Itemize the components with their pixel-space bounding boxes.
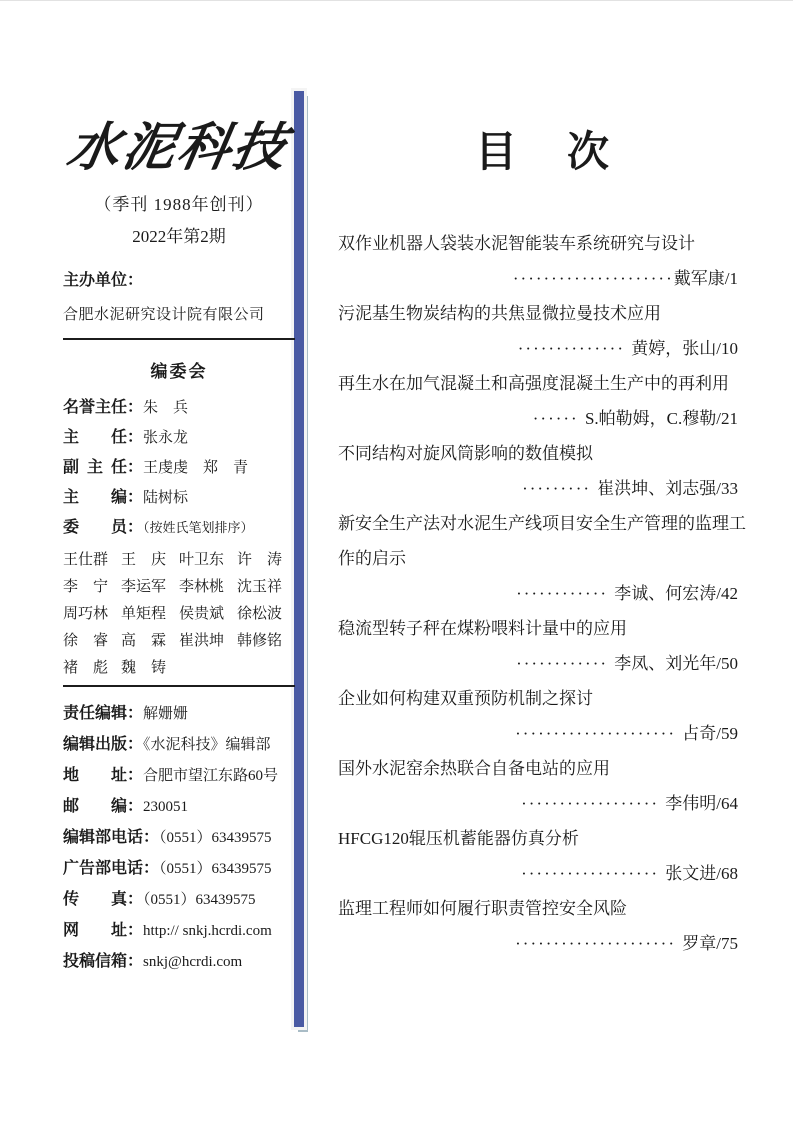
pub-value: 《水泥科技》编辑部 xyxy=(143,737,271,753)
journal-subtitle: （季刊 1988年创刊） xyxy=(94,195,264,214)
pub-row xyxy=(63,946,295,977)
toc-entry xyxy=(338,821,750,891)
toc-article-title: 企业如何构建双重预防机制之探讨 xyxy=(338,689,593,708)
member-name: 徐松波 xyxy=(237,606,283,622)
member-name: 侯贵斌 xyxy=(179,606,225,622)
toc-page-ref: /10 xyxy=(716,339,738,358)
leader-dots: ············ xyxy=(516,654,615,673)
role-value: 张永龙 xyxy=(143,430,189,446)
toc-author-line xyxy=(338,786,750,821)
pub-label: 责任编辑： xyxy=(63,705,144,722)
role-label: 名誉主任： xyxy=(63,399,144,416)
role-label: 委 员： xyxy=(63,519,144,536)
toc-entry xyxy=(338,891,750,961)
role-value: 朱 兵 xyxy=(143,400,189,416)
toc-article-title: 不同结构对旋风筒影响的数值模拟 xyxy=(338,444,593,463)
pub-value: 合肥市望江东路60号 xyxy=(143,768,279,784)
member-name: 徐 睿 xyxy=(63,633,109,649)
role-row xyxy=(63,453,295,483)
toc-page-ref: /50 xyxy=(716,654,738,673)
member-name: 沈玉祥 xyxy=(237,579,283,595)
leader-dots: ······ xyxy=(532,409,585,428)
toc-entry xyxy=(338,611,750,681)
toc-author-line xyxy=(338,331,750,366)
pub-label: 网 址： xyxy=(63,922,144,939)
toc-article-title: 再生水在加气混凝土和高强度混凝土生产中的再利用 xyxy=(338,374,729,393)
pub-value: 230051 xyxy=(143,799,189,815)
member-name: 李运军 xyxy=(121,579,167,595)
toc-author-line xyxy=(338,401,750,436)
toc-page-ref: /68 xyxy=(716,864,738,883)
toc-author-line xyxy=(338,471,750,506)
toc-article-title: HFCG120辊压机蓄能器仿真分析 xyxy=(338,829,579,848)
pub-value: http:// snkj.hcrdi.com xyxy=(143,923,272,939)
toc-authors: 李凤、刘光年 xyxy=(614,654,717,673)
toc-page-ref: /33 xyxy=(716,479,738,498)
pub-label: 邮 编： xyxy=(63,798,144,815)
toc-article-title: 双作业机器人袋装水泥智能装车系统研究与设计 xyxy=(338,234,695,253)
pub-row xyxy=(63,698,295,729)
toc-author-line xyxy=(338,261,750,296)
toc-entry xyxy=(338,506,750,611)
role-row xyxy=(63,423,295,453)
leader-dots: ····················· xyxy=(512,269,674,288)
pub-row xyxy=(63,884,295,915)
pub-label: 地 址： xyxy=(63,767,144,784)
pub-row xyxy=(63,760,295,791)
toc-article-title: 新安全生产法对水泥生产线项目安全生产管理的监理工作的启示 xyxy=(338,514,746,568)
pub-label: 传 真： xyxy=(63,891,144,908)
role-row xyxy=(63,483,295,513)
toc-list xyxy=(338,226,750,961)
toc-page-ref: /21 xyxy=(716,409,738,428)
pub-value: snkj@hcrdi.com xyxy=(143,954,243,970)
pub-value: （0551）63439575 xyxy=(159,830,272,846)
toc-entry xyxy=(338,681,750,751)
member-name: 许 涛 xyxy=(237,552,283,568)
divider-bar xyxy=(294,91,304,1027)
toc-authors: 张文进 xyxy=(665,864,717,883)
toc-author-line xyxy=(338,716,750,751)
toc-authors: 罗章 xyxy=(682,934,717,953)
pub-row xyxy=(63,915,295,946)
toc-article-title: 国外水泥窑余热联合自备电站的应用 xyxy=(338,759,610,778)
toc-entry xyxy=(338,436,750,506)
toc-authors: S.帕勒姆，C.穆勒 xyxy=(584,409,717,428)
member-name: 叶卫东 xyxy=(179,552,225,568)
pub-row xyxy=(63,822,295,853)
toc-authors: 李伟明 xyxy=(665,794,717,813)
pub-value: 解姗姗 xyxy=(143,706,189,722)
sponsor-label: 主办单位： xyxy=(63,272,144,289)
toc-author-line xyxy=(338,856,750,891)
toc-authors: 崔洪坤、刘志强 xyxy=(597,479,717,498)
pub-value: （0551）63439575 xyxy=(159,861,272,877)
pub-row xyxy=(63,791,295,822)
member-name: 王 庆 xyxy=(121,552,167,568)
member-name: 李 宁 xyxy=(63,579,109,595)
leader-dots: ····················· xyxy=(515,934,683,953)
role-value: 陆树标 xyxy=(143,490,189,506)
board-members-grid xyxy=(63,547,295,682)
toc-article-title: 稳流型转子秤在煤粉喂料计量中的应用 xyxy=(338,619,627,638)
leader-dots: ············ xyxy=(516,584,615,603)
pub-label: 编辑出版： xyxy=(63,736,144,753)
toc-authors: 黄婷，张山 xyxy=(631,339,717,358)
member-name: 魏 铸 xyxy=(121,660,167,676)
toc-entry xyxy=(338,751,750,821)
toc-page-ref: /1 xyxy=(724,269,738,288)
member-name: 高 霖 xyxy=(121,633,167,649)
toc-article-title: 监理工程师如何履行职责管控安全风险 xyxy=(338,899,627,918)
toc-entry xyxy=(338,226,750,296)
role-value: （按姓氏笔划排序） xyxy=(143,520,254,535)
board-roles xyxy=(63,393,295,543)
journal-issue: 2022年第2期 xyxy=(132,227,226,246)
leader-dots: ····················· xyxy=(515,724,683,743)
role-value: 王虔虔 郑 青 xyxy=(143,460,249,476)
toc-page-ref: /59 xyxy=(716,724,738,743)
toc-authors: 戴军康 xyxy=(673,269,725,288)
role-label: 主 编： xyxy=(63,489,144,506)
toc-entry xyxy=(338,296,750,366)
toc-heading: 目 次 xyxy=(474,130,613,176)
member-name: 韩修铭 xyxy=(237,633,283,649)
divider-rule-top xyxy=(63,338,295,340)
toc-authors: 李诚、何宏涛 xyxy=(614,584,717,603)
member-name: 周巧林 xyxy=(63,606,109,622)
member-name: 王仕群 xyxy=(63,552,109,568)
pub-row xyxy=(63,729,295,760)
role-label: 主 任： xyxy=(63,429,144,446)
member-name: 李林桃 xyxy=(179,579,225,595)
toc-author-line xyxy=(338,926,750,961)
leader-dots: ········· xyxy=(522,479,598,498)
role-row xyxy=(63,513,295,543)
pub-label: 广告部电话： xyxy=(63,860,160,877)
publication-info xyxy=(63,698,295,977)
toc-page-ref: /75 xyxy=(716,934,738,953)
toc-authors: 占奇 xyxy=(682,724,717,743)
toc-author-line xyxy=(338,646,750,681)
toc-author-line xyxy=(338,576,750,611)
member-name: 褚 彪 xyxy=(63,660,109,676)
member-name: 崔洪坤 xyxy=(179,633,225,649)
role-label: 副 主 任： xyxy=(63,459,144,476)
member-name: 单矩程 xyxy=(121,606,167,622)
pub-value: （0551）63439575 xyxy=(143,892,256,908)
journal-title: 水泥科技 xyxy=(62,120,293,177)
toc-entry xyxy=(338,366,750,436)
toc-article-title: 污泥基生物炭结构的共焦显微拉曼技术应用 xyxy=(338,304,661,323)
leader-dots: ·················· xyxy=(521,864,666,883)
board-heading: 编委会 xyxy=(150,362,208,381)
leader-dots: ·············· xyxy=(517,339,632,358)
toc-page-ref: /42 xyxy=(716,584,738,603)
leader-dots: ·················· xyxy=(521,794,666,813)
toc-page-ref: /64 xyxy=(716,794,738,813)
divider-rule-bottom xyxy=(63,685,295,687)
left-column xyxy=(63,1,295,977)
pub-label: 投稿信箱： xyxy=(63,953,144,970)
role-row xyxy=(63,393,295,423)
sponsor-name: 合肥水泥研究设计院有限公司 xyxy=(63,307,265,323)
pub-label: 编辑部电话： xyxy=(63,829,160,846)
pub-row xyxy=(63,853,295,884)
toc-column xyxy=(338,1,750,961)
